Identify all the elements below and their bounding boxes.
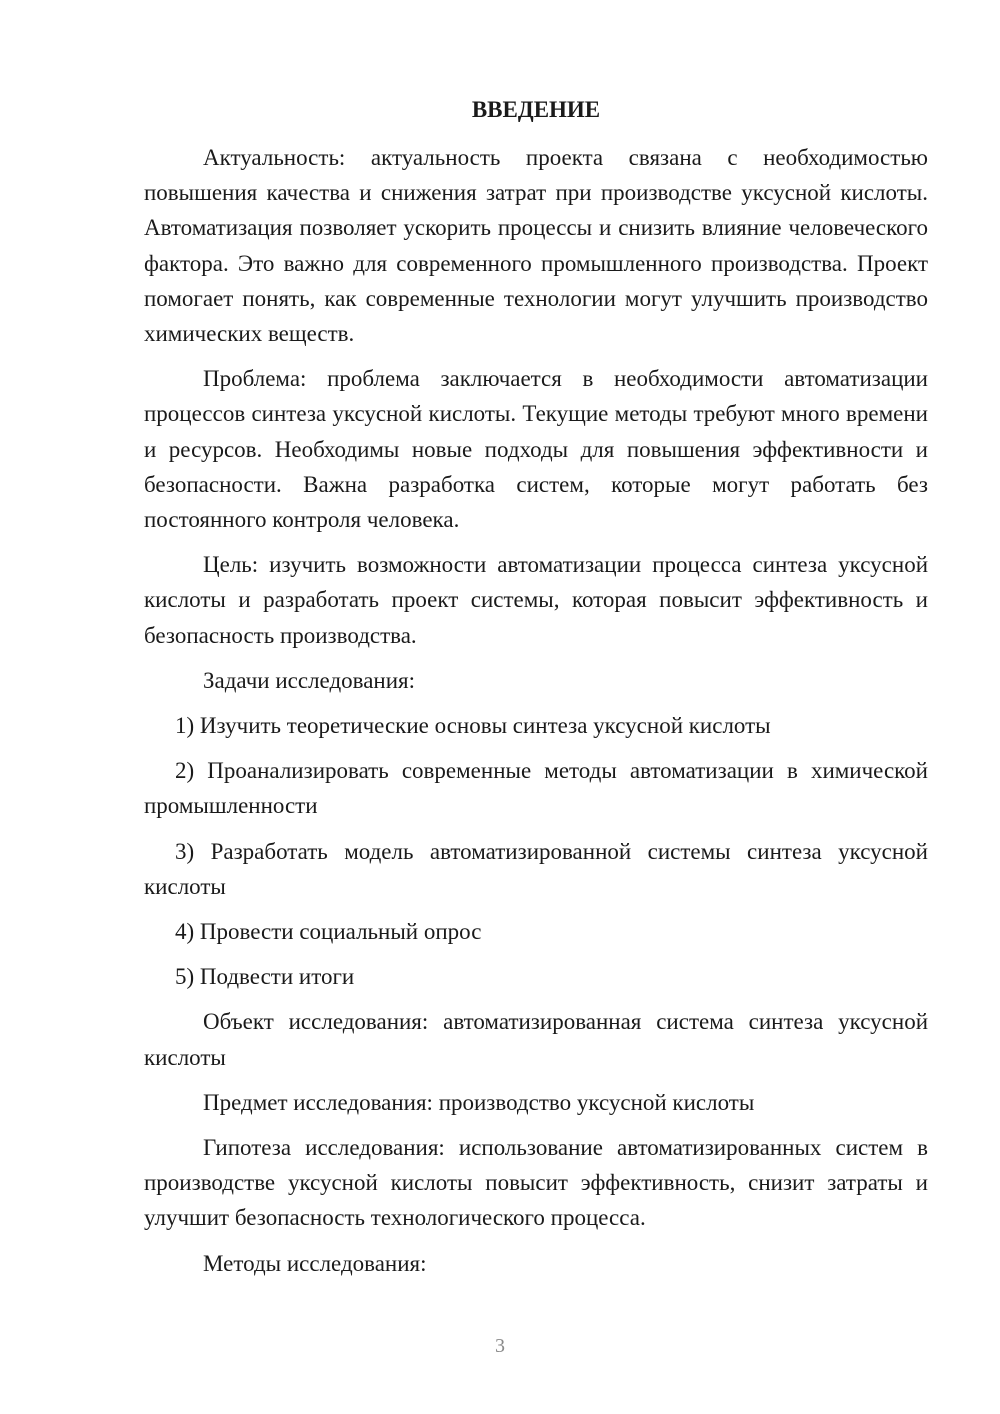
task-item-2: 2) Проанализировать современные методы автоматизации в химической промышленности [144,758,928,819]
paragraph-methods: Методы исследования: [203,1250,427,1276]
task-item-5: 5) Подвести итоги [175,964,355,990]
paragraph-goal: Цель: изучить возможности автоматизации процесса синтеза уксусной кислоты и разработать проект системы, которая повысит эффективность и безопасность производства. [144,552,928,648]
page-number: 3 [495,1335,505,1357]
paragraph-subject: Предмет исследования: производство уксусной кислоты [203,1089,755,1115]
paragraph-hypothesis: Гипотеза исследования: использование автоматизированных систем в производстве уксусной кислоты повысит эффективность, снизит затраты и улучшит безопасность технологического процесса. [144,1135,928,1231]
paragraph-object: Объект исследования: автоматизированная система синтеза уксусной кислоты [144,1009,928,1070]
paragraph-problem: Проблема: проблема заключается в необходимости автоматизации процессов синтеза уксусной кислоты. Текущие методы требуют много времени и ресурсов. Необходимы новые подходы для повышения эффективности и безопасности. Важна разработка систем, которые могут работать без постоянного контроля человека. [144,366,928,533]
section-title: ВВЕДЕНИЕ [471,97,601,122]
task-item-3: 3) Разработать модель автоматизированной системы синтеза уксусной кислоты [144,838,928,899]
paragraph-tasks-heading: Задачи исследования: [203,667,416,693]
task-item-1: 1) Изучить теоретические основы синтеза уксусной кислоты [175,713,771,739]
paragraph-relevance: Актуальность: актуальность проекта связана с необходимостью повышения качества и снижения затрат при производстве уксусной кислоты. Автоматизация позволяет ускорить процессы и снизить влияние человеческого фактора. Это важно для современного промышленного производства. Проект помогает понять, как современные технологии могут улучшить производство химических веществ. [144,145,928,347]
page-content [144,96,928,1291]
task-item-4: 4) Провести социальный опрос [175,919,482,945]
